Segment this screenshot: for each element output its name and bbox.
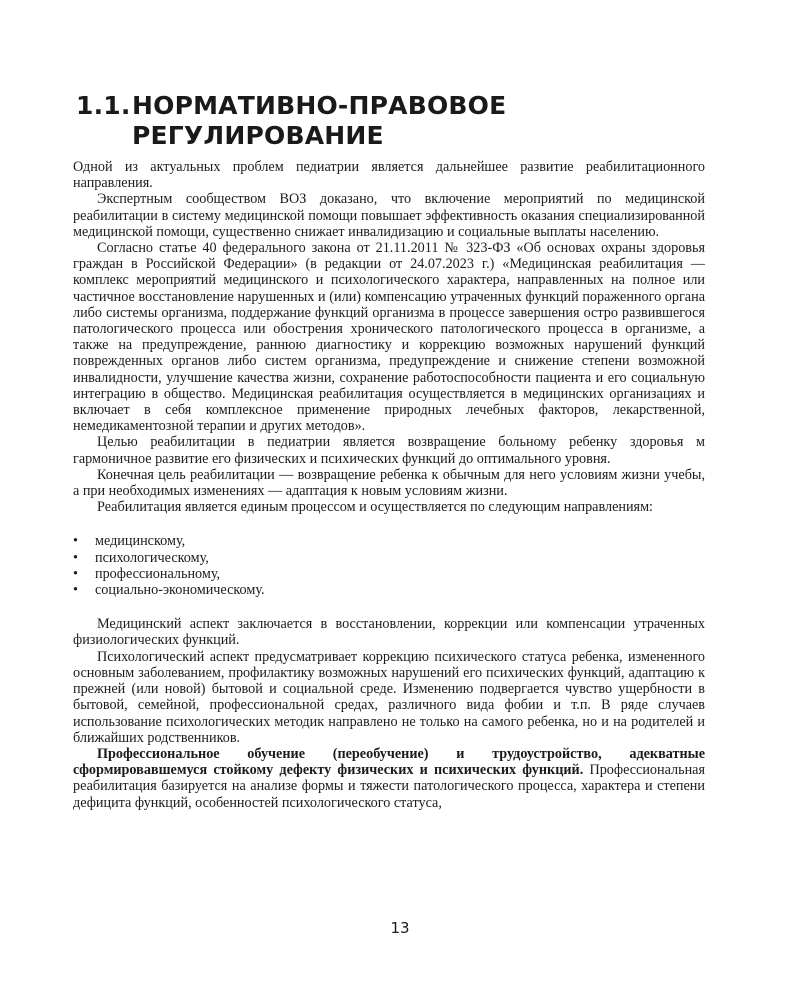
paragraph: Реабилитация является единым процессом и осуществляется по следующим направлениям:	[97, 499, 654, 516]
list-item: • психологическому,	[73, 550, 705, 566]
section-title-line1: НОРМАТИВНО-ПРАВОВОЕ	[132, 91, 507, 120]
paragraph-continuation: Профессиональная реабилитация базируется на анализе формы и тяжести патологического процесса, характера и степени дефицита функций, особенностей психологического статуса,	[73, 762, 705, 811]
list-item: • профессиональному,	[73, 566, 705, 582]
list-item: • социально-экономическому.	[73, 582, 705, 598]
section-heading	[76, 91, 736, 151]
bold-lead-text: Профессиональное обучение (переобучение) и трудоустройство, адекватные сформировавшемуся стойкому дефекту физических и психических функций.	[73, 745, 705, 779]
body-text	[73, 159, 705, 811]
page-number: 13	[390, 919, 410, 937]
paragraph: Согласно статье 40 федерального закона от 21.11.2011 № 323-ФЗ «Об основах охраны здоровья граждан в Российской Федерации» (в редакции от 24.07.2023 г.) «Медицинская реабилитация — комплекс мероприятий медицинского и психологического характера, направленных на полное или частичное восстановление нарушенных и (или) компенсацию утраченных функций пораженного органа либо системы организма, поддержание функций организма в процессе завершения остро развившегося патологического процесса или обострения хронического патологического процесса в организме, а также на предупреждение, раннюю диагностику и коррекцию возможных нарушений функций поврежденных органов либо систем организма, предупреждение и снижение степени возможной инвалидности, улучшение качества жизни, сохранение работоспособности пациента и его социальную интеграцию в общество. Медицинская реабилитация осуществляется в медицинских организациях и включает в себя комплексное применение природных лечебных факторов, лекарственной, немедикаментозной терапии и других методов».	[73, 240, 705, 435]
paragraph	[73, 746, 705, 811]
section-title-line2: РЕГУЛИРОВАНИЕ	[132, 121, 384, 150]
paragraph: Одной из актуальных проблем педиатрии является дальнейшее развитие реабилитационного направления.	[73, 159, 705, 192]
paragraph: Медицинский аспект заключается в восстановлении, коррекции или компенсации утраченных физиологических функций.	[73, 616, 705, 649]
paragraph: Психологический аспект предусматривает коррекцию психического статуса ребенка, измененного основным заболеванием, профилактику возможных нарушений его психических функций, адаптацию к прежней (или новой) бытовой и социальной среде. Изменению подвергается чувство ущербности в бытовой, семейной, профессиональной средах, различного вида фобии и т.п. В ряде случаев использование психологических методик направлено не только на самого ребенка, но и на родителей и ближайших родственников.	[73, 648, 705, 746]
list-item: • медицинскому,	[73, 533, 705, 549]
directions-list	[73, 533, 705, 598]
section-number: 1.1.	[76, 91, 131, 120]
paragraph: Экспертным сообществом ВОЗ доказано, что включение мероприятий по медицинской реабилитации в систему медицинской помощи повышает эффективность оказания специализированной медицинской помощи, существенно снижает инвалидизацию и социальные выплаты населению.	[73, 191, 705, 240]
paragraph: Конечная цель реабилитации — возвращение ребенка к обычным для него условиям жизни учебы, а при необходимых изменениях — адаптация к новым условиям жизни.	[73, 466, 705, 500]
paragraph: Целью реабилитации в педиатрии является возвращение больному ребенку здоровья м гармоничное развитие его физических и психических функций до оптимального уровня.	[73, 434, 705, 467]
